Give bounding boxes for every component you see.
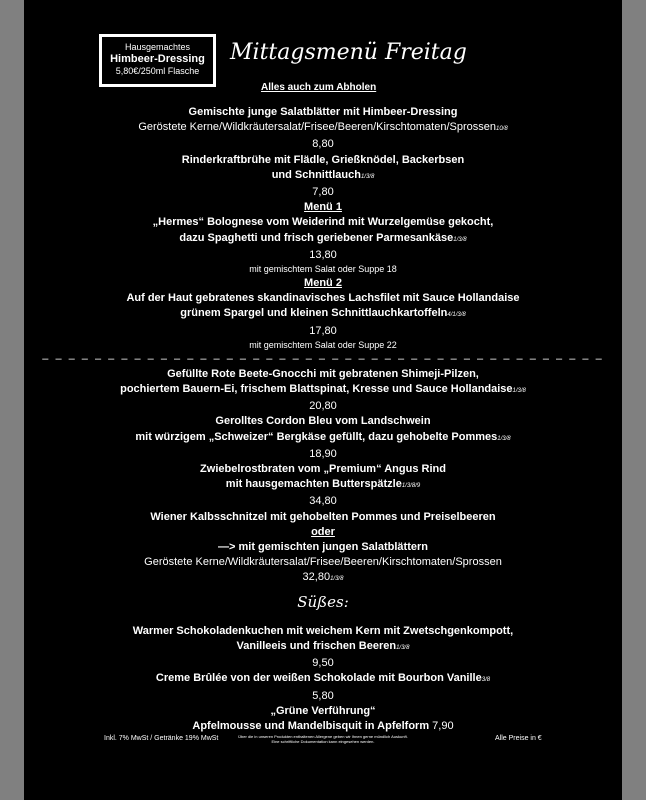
zwiebel-line2-text: mit hausgemachten Butterspätzle bbox=[225, 478, 402, 491]
footer-vat: Inkl. 7% MwSt / Getränke 19% MwSt bbox=[104, 735, 219, 742]
allergen-note1: Über die in unseren Produkten enthaltenen Allergene geben wir Ihnen gerne mündlich Auskunft. bbox=[238, 734, 408, 740]
choco-line2 bbox=[24, 639, 622, 656]
cordon-line2-text: mit würzigem „Schweizer“ Bergkäse gefüllt, dazu gehobelte Pommes bbox=[135, 430, 498, 443]
schnitzel-price bbox=[24, 570, 622, 587]
schnitzel-line1: Wiener Kalbsschnitzel mit gehobelten Pommes und Preiselbeeren bbox=[150, 510, 496, 523]
page-title: Mittagsmenü Freitag bbox=[230, 40, 467, 65]
menu1-label: Menü 1 bbox=[304, 201, 342, 214]
schnitzel-desc: Geröstete Kerne/Wildkräutersalat/Frisee/Beeren/Kirschtomaten/Sprossen bbox=[144, 556, 502, 569]
gnocchi-price: 20,80 bbox=[309, 400, 337, 413]
menu1-allergens: 1/3/8 bbox=[453, 236, 467, 243]
menu2-extra: mit gemischtem Salat oder Suppe 22 bbox=[249, 339, 397, 350]
creme-line1 bbox=[24, 671, 622, 688]
menu2-line2-text: grünem Spargel und kleinen Schnittlauchkartoffeln bbox=[180, 307, 448, 320]
menu2-line1: Auf der Haut gebratenes skandinavisches Lachsfilet mit Sauce Hollandaise bbox=[126, 292, 520, 305]
soup-line2-text: und Schnittlauch bbox=[271, 168, 361, 181]
choco-price: 9,50 bbox=[312, 657, 334, 670]
menu-content bbox=[24, 105, 622, 744]
choco-line1: Warmer Schokoladenkuchen mit weichem Kern mit Zwetschgenkompott, bbox=[132, 624, 514, 637]
page-subtitle: Alles auch zum Abholen bbox=[261, 82, 377, 93]
menu2-price: 17,80 bbox=[309, 324, 337, 337]
dressing-line1: Hausgemachtes bbox=[124, 42, 191, 52]
menu1-line2-text: dazu Spaghetti und frisch geriebener Parmesankäse bbox=[179, 231, 454, 244]
cordon-line1: Gerolltes Cordon Bleu vom Landschwein bbox=[215, 415, 431, 428]
zwiebel-allergens: 1/3/8/9 bbox=[401, 483, 421, 490]
dressing-line3: 5,80€/250ml Flasche bbox=[115, 66, 200, 76]
salad-allergens: 10/8 bbox=[495, 126, 508, 133]
divider: – – – – – – – – – – – – – – – – – – – – – – – – – – – – – – – – – – – – – – – – – – – bbox=[42, 352, 604, 365]
zwiebel-price: 34,80 bbox=[309, 495, 337, 508]
soup-allergens: 1/3/8 bbox=[360, 173, 375, 180]
menu2-line2 bbox=[24, 306, 622, 323]
gnocchi-line2-text: pochiertem Bauern-Ei, frischem Blattspinat, Kresse und Sauce Hollandaise bbox=[120, 383, 513, 396]
salad-name: Gemischte junge Salatblätter mit Himbeer-Dressing bbox=[188, 106, 458, 118]
zwiebel-line1: Zwiebelrostbraten vom „Premium“ Angus Rind bbox=[200, 463, 446, 476]
choco-line2-text: Vanilleeis und frischen Beeren bbox=[236, 639, 397, 652]
gruen-line2 bbox=[24, 719, 622, 734]
gnocchi-line1: Gefüllte Rote Beete-Gnocchi mit gebratenen Shimeji-Pilzen, bbox=[167, 367, 479, 380]
soup-price: 7,80 bbox=[312, 186, 334, 199]
cordon-line2 bbox=[24, 430, 622, 447]
salad-desc bbox=[24, 120, 622, 137]
creme-price: 5,80 bbox=[312, 689, 334, 702]
menu2-allergens: 4/1/3/8 bbox=[447, 312, 466, 319]
dressing-box bbox=[99, 34, 216, 87]
menu2-label: Menü 2 bbox=[304, 277, 342, 290]
creme-allergens: 3/8 bbox=[481, 677, 491, 684]
gruen-line1: „Grüne Verführung“ bbox=[270, 704, 376, 717]
schnitzel-price-text: 32,80 bbox=[302, 571, 331, 584]
menu-board bbox=[24, 0, 622, 800]
zwiebel-line2 bbox=[24, 477, 622, 494]
soup-line2 bbox=[24, 168, 622, 185]
schnitzel-or: oder bbox=[311, 525, 335, 538]
menu1-extra: mit gemischtem Salat oder Suppe 18 bbox=[249, 264, 397, 275]
cordon-price: 18,90 bbox=[309, 447, 337, 460]
gruen-price: 7,90 bbox=[432, 719, 454, 732]
salad-desc-text: Geröstete Kerne/Wildkräutersalat/Frisee/Beeren/Kirschtomaten/Sprossen bbox=[138, 121, 496, 134]
choco-allergens: 1/3/8 bbox=[396, 644, 410, 651]
menu1-price: 13,80 bbox=[309, 248, 337, 261]
gruen-line2-text: Apfelmousse und Mandelbisquit in Apfelform bbox=[192, 719, 430, 732]
schnitzel-line2: —> mit gemischten jungen Salatblättern bbox=[218, 541, 428, 554]
cordon-allergens: 1/3/8 bbox=[497, 435, 511, 442]
footer-currency: Alle Preise in € bbox=[495, 735, 542, 742]
creme-line1-text: Creme Brûlée von der weißen Schokolade mit Bourbon Vanille bbox=[155, 672, 482, 685]
soup-line1: Rinderkraftbrühe mit Flädle, Grießknödel, Backerbsen bbox=[181, 153, 465, 166]
menu1-line2 bbox=[24, 231, 622, 248]
sweets-title: Süßes: bbox=[297, 592, 349, 611]
gnocchi-line2 bbox=[24, 382, 622, 399]
gnocchi-allergens: 1/3/8 bbox=[512, 388, 526, 395]
salad-price: 8,80 bbox=[312, 138, 334, 151]
allergen-note2: Eine schriftliche Dokumentation kann eingesehen werden. bbox=[271, 739, 375, 745]
menu1-line1: „Hermes“ Bolognese vom Weiderind mit Wurzelgemüse gekocht, bbox=[152, 216, 494, 229]
dressing-line2: Himbeer-Dressing bbox=[110, 53, 205, 65]
schnitzel-allergens: 1/3/8 bbox=[330, 576, 344, 583]
